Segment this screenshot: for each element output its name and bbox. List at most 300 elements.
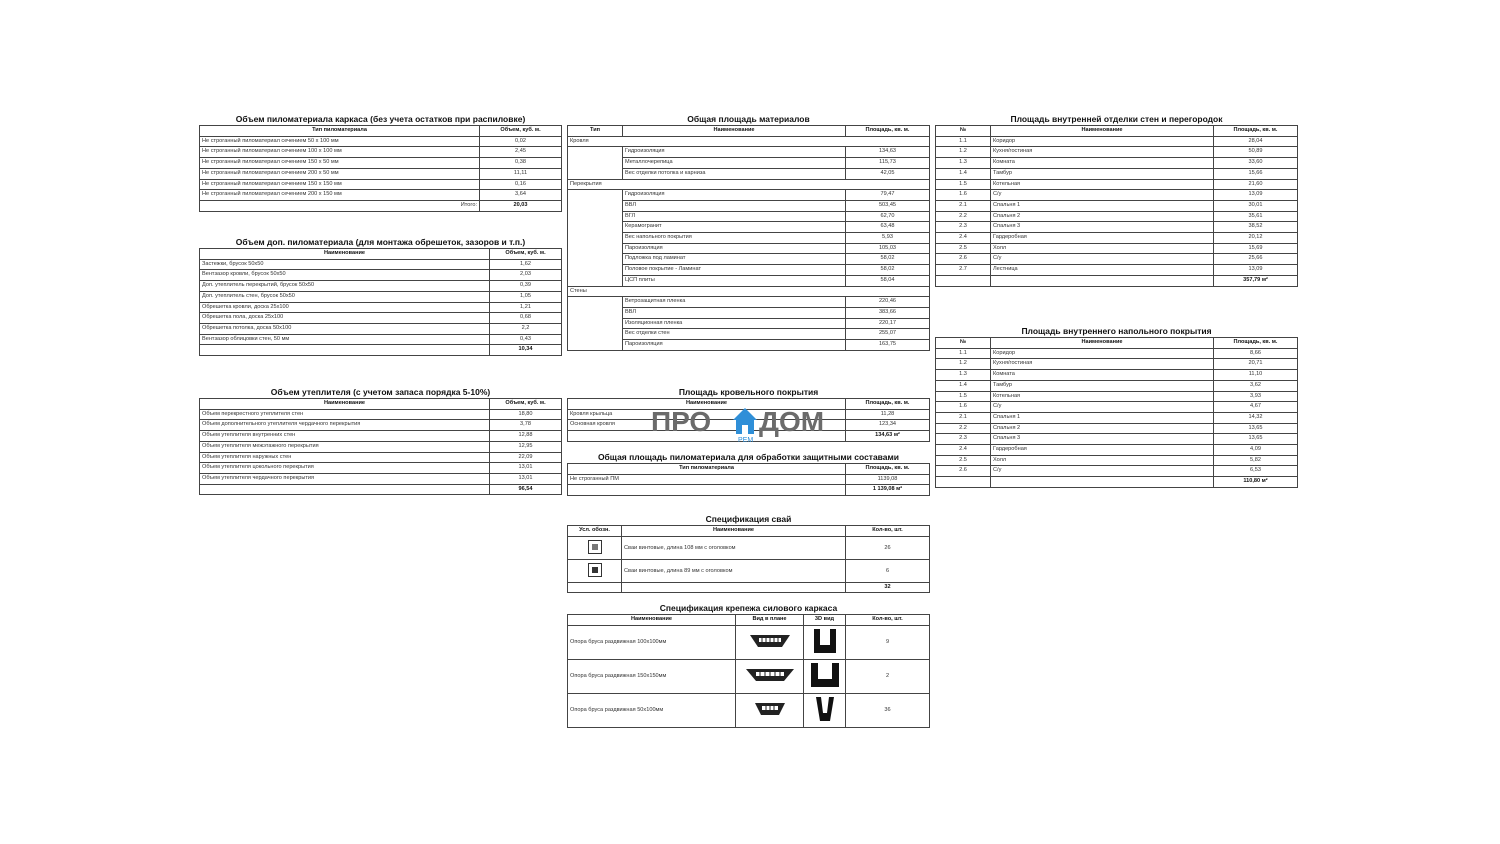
pile-symbol [568, 559, 622, 582]
cell-value: 13,01 [490, 463, 562, 474]
table-fasteners [567, 603, 930, 728]
table-row [936, 445, 1298, 456]
table-row [936, 233, 1298, 244]
cell-number: 1.3 [936, 370, 991, 381]
cell-name: С/у [991, 254, 1214, 265]
cell-number: 1.4 [936, 168, 991, 179]
cell-value: 5,82 [1214, 455, 1298, 466]
table-row [936, 254, 1298, 265]
cell-name: Сваи винтовые, длина 89 мм с оголовком [622, 559, 846, 582]
table-row [936, 434, 1298, 445]
pile-89-icon [588, 563, 602, 577]
cell-value: 220,17 [846, 318, 930, 329]
table-row [936, 190, 1298, 201]
total-label [200, 484, 490, 495]
cell-value: 0,38 [480, 158, 562, 169]
cell-value: 38,52 [1214, 222, 1298, 233]
cell-value: 18,80 [490, 409, 562, 420]
data-table [567, 463, 930, 496]
cell-number: 2.1 [936, 200, 991, 211]
cell-value: 3,62 [1214, 380, 1298, 391]
cell-name: С/у [991, 466, 1214, 477]
cell-value: 6,53 [1214, 466, 1298, 477]
logo-graphic [651, 404, 851, 444]
cell-name: Спальня 2 [991, 423, 1214, 434]
column-header: Кол-во, шт. [846, 526, 930, 537]
cell-name: Объем утеплителя внутренних стен [200, 431, 490, 442]
table-row [200, 158, 562, 169]
table-row [200, 270, 562, 281]
cell-value: 1,21 [490, 302, 562, 313]
cell-name: ВВЛ [623, 307, 846, 318]
total-row [936, 477, 1298, 488]
column-header: Тип пиломатериала [568, 464, 846, 475]
bracket-plan-icon [746, 668, 794, 682]
cell-name: Объем утеплителя чердачного перекрытия [200, 473, 490, 484]
table-title: Спецификация крепежа силового каркаса [659, 603, 838, 613]
group-spacer [568, 190, 623, 286]
cell-name: Гидроизоляция [623, 147, 846, 158]
cell-name: ВВЛ [623, 200, 846, 211]
cell-name: Обрешетка потолка, доска 50х100 [200, 323, 490, 334]
table-row [936, 412, 1298, 423]
table-row [200, 452, 562, 463]
3d-view-cell [804, 659, 846, 693]
cell-number: 1.5 [936, 179, 991, 190]
group-row [568, 136, 930, 147]
column-header: Вид в плане [736, 615, 804, 626]
table-row [200, 281, 562, 292]
total-value: 357,79 м² [1214, 275, 1298, 286]
total-value: 96,54 [490, 484, 562, 495]
data-table [199, 398, 562, 495]
table-row [936, 348, 1298, 359]
column-header: № [936, 338, 991, 349]
table-row [936, 147, 1298, 158]
cell-value: 13,09 [1214, 190, 1298, 201]
cell-value: 0,39 [490, 281, 562, 292]
cell-value: 1,62 [490, 259, 562, 270]
table-row [936, 265, 1298, 276]
table-row [568, 265, 930, 276]
table-row [568, 243, 930, 254]
bracket-3d-icon [809, 661, 841, 689]
cell-value: 50,89 [1214, 147, 1298, 158]
table-row [936, 168, 1298, 179]
column-header: Усл. обозн. [568, 526, 622, 537]
logo-subtext: РЕМ [738, 437, 754, 444]
cell-number: 1.6 [936, 190, 991, 201]
table-row [936, 179, 1298, 190]
cell-value: 9 [846, 625, 930, 659]
table-title: Объем утеплителя (с учетом запаса порядка 5-10%) [270, 387, 491, 397]
cell-number: 1.2 [936, 359, 991, 370]
cell-value: 58,02 [846, 254, 930, 265]
total-row [200, 345, 562, 356]
table-row [568, 329, 930, 340]
cell-name: Холл [991, 243, 1214, 254]
cell-name: Опора бруса раздвижная 100х100мм [568, 625, 736, 659]
column-header: Объем, куб. м. [490, 399, 562, 410]
cell-value: 58,02 [846, 265, 930, 276]
cell-value: 8,66 [1214, 348, 1298, 359]
table-row [200, 463, 562, 474]
total-label: Итого: [200, 200, 480, 211]
column-header: Площадь, кв. м. [846, 126, 930, 137]
cell-value: 0,68 [490, 313, 562, 324]
table-row [936, 370, 1298, 381]
column-header: Площадь, кв. м. [1214, 126, 1298, 137]
cell-name: Объем перекрестного утеплителя стен [200, 409, 490, 420]
cell-value: 12,88 [490, 431, 562, 442]
table-row [568, 168, 930, 179]
cell-name: Ветрозащитная пленка [623, 297, 846, 308]
cell-name: Пароизоляция [623, 340, 846, 351]
group-row [568, 179, 930, 190]
cell-name: Коридор [991, 136, 1214, 147]
cell-name: Объем утеплителя наружных стен [200, 452, 490, 463]
total-label [568, 485, 846, 496]
table-row [568, 693, 930, 727]
cell-name: Гидроизоляция [623, 190, 846, 201]
table-title: Площадь кровельного покрытия [678, 387, 819, 397]
cell-value: 220,46 [846, 297, 930, 308]
plan-view-cell [736, 659, 804, 693]
cell-name: С/у [991, 402, 1214, 413]
cell-name: Доп. утеплитель стен, брусок 50х50 [200, 291, 490, 302]
column-header: Наименование [568, 399, 846, 410]
cell-number: 2.2 [936, 423, 991, 434]
column-header: Площадь, кв. м. [1214, 338, 1298, 349]
table-row [936, 455, 1298, 466]
table-row [568, 211, 930, 222]
cell-value: 3,93 [1214, 391, 1298, 402]
cell-value: 255,07 [846, 329, 930, 340]
table-title: Спецификация свай [705, 514, 792, 524]
cell-number: 2.6 [936, 254, 991, 265]
cell-name: Объем утеплителя межэтажного перекрытия [200, 441, 490, 452]
cell-name: Спальня 1 [991, 200, 1214, 211]
cell-name: Спальня 1 [991, 412, 1214, 423]
table-row [200, 409, 562, 420]
cell-name: Не строганный пиломатериал сечением 200 х 50 мм [200, 168, 480, 179]
total-spacer [991, 275, 1214, 286]
table-wall-finish-area [935, 114, 1298, 287]
bracket-3d-icon [814, 695, 836, 723]
table-row [568, 559, 930, 582]
cell-name: ВГЛ [623, 211, 846, 222]
cell-name: С/у [991, 190, 1214, 201]
cell-name: Объем дополнительного утеплителя чердачного перекрытия [200, 420, 490, 431]
total-value: 1 139,08 м² [846, 485, 930, 496]
cell-value: 13,09 [1214, 265, 1298, 276]
prodom-logo [651, 404, 851, 444]
total-row [568, 582, 930, 593]
cell-name: Не строганный пиломатериал сечением 150 х 50 мм [200, 158, 480, 169]
cell-value: 11,11 [480, 168, 562, 179]
cell-name: Пароизоляция [623, 243, 846, 254]
table-row [936, 136, 1298, 147]
cell-value: 15,69 [1214, 243, 1298, 254]
column-header: Площадь, кв. м. [846, 464, 930, 475]
cell-value: 5,93 [846, 233, 930, 244]
table-row [568, 625, 930, 659]
cell-name: Комната [991, 370, 1214, 381]
3d-view-cell [804, 693, 846, 727]
cell-name: Спальня 3 [991, 434, 1214, 445]
table-row [568, 158, 930, 169]
table-row [568, 200, 930, 211]
table-title: Площадь внутренней отделки стен и перегородок [1010, 114, 1223, 124]
cell-number: 2.3 [936, 222, 991, 233]
table-row [200, 313, 562, 324]
cell-number: 1.1 [936, 136, 991, 147]
table-floor-covering-area [935, 326, 1298, 488]
cell-name: Гардеробная [991, 445, 1214, 456]
cell-value: 20,71 [1214, 359, 1298, 370]
cell-value: 11,28 [846, 409, 930, 420]
total-value: 32 [846, 582, 930, 593]
column-header: Наименование [200, 399, 490, 410]
column-header: № [936, 126, 991, 137]
cell-number: 2.3 [936, 434, 991, 445]
table-row [936, 200, 1298, 211]
column-header: 3D вид [804, 615, 846, 626]
cell-name: Объем утеплителя цокольного перекрытия [200, 463, 490, 474]
cell-name: Обрешетка пола, доска 25х100 [200, 313, 490, 324]
cell-value: 35,61 [1214, 211, 1298, 222]
cell-name: Не строганный пиломатериал сечением 50 х 100 мм [200, 136, 480, 147]
cell-name: Котельная [991, 391, 1214, 402]
table-row [936, 359, 1298, 370]
column-header: Тип пиломатериала [200, 126, 480, 137]
cell-name: Кухня/гостиная [991, 147, 1214, 158]
total-value: 20,03 [480, 200, 562, 211]
cell-name: Холл [991, 455, 1214, 466]
cell-name: Вес отделки потолка и карниза [623, 168, 846, 179]
table-piles [567, 514, 930, 593]
total-label [936, 477, 991, 488]
cell-name: Вентзазор облицовки стен, 50 мм [200, 334, 490, 345]
column-header: Объем, куб. м. [490, 249, 562, 260]
table-row [200, 334, 562, 345]
cell-value: 30,01 [1214, 200, 1298, 211]
cell-number: 2.4 [936, 233, 991, 244]
bracket-3d-icon [812, 627, 838, 655]
cell-name: Не строганный ПМ [568, 474, 846, 485]
cell-name: Опора бруса раздвижная 50х100мм [568, 693, 736, 727]
cell-value: 115,73 [846, 158, 930, 169]
cell-value: 3,64 [480, 190, 562, 201]
cell-name: Гардеробная [991, 233, 1214, 244]
cell-name: Основная кровля [568, 420, 846, 431]
table-row [568, 275, 930, 286]
cell-value: 123,34 [846, 420, 930, 431]
table-title: Объем доп. пиломатериала (для монтажа обрешеток, зазоров и т.п.) [235, 237, 526, 247]
cell-value: 11,10 [1214, 370, 1298, 381]
cell-value: 105,03 [846, 243, 930, 254]
cell-value: 1139,08 [846, 474, 930, 485]
cell-value: 134,63 [846, 147, 930, 158]
table-row [568, 147, 930, 158]
cell-name: Тамбур [991, 380, 1214, 391]
cell-number: 2.1 [936, 412, 991, 423]
cell-name: Спальня 3 [991, 222, 1214, 233]
table-row [200, 323, 562, 334]
pile-symbol [568, 536, 622, 559]
column-header: Объем, куб. м. [480, 126, 562, 137]
column-header: Наименование [991, 126, 1214, 137]
cell-value: 1,05 [490, 291, 562, 302]
cell-number: 1.5 [936, 391, 991, 402]
cell-value: 28,04 [1214, 136, 1298, 147]
cell-value: 63,48 [846, 222, 930, 233]
cell-name: Тамбур [991, 168, 1214, 179]
cell-value: 2,2 [490, 323, 562, 334]
total-spacer [622, 582, 846, 593]
group-spacer [568, 297, 623, 351]
cell-value: 33,60 [1214, 158, 1298, 169]
cell-name: Опора бруса раздвижная 150х150мм [568, 659, 736, 693]
cell-value: 383,66 [846, 307, 930, 318]
cell-number: 1.4 [936, 380, 991, 391]
cell-value: 2,45 [480, 147, 562, 158]
total-row [568, 485, 930, 496]
cell-name: Изоляционная пленка [623, 318, 846, 329]
cell-value: 4,09 [1214, 445, 1298, 456]
cell-value: 0,16 [480, 179, 562, 190]
cell-name: Комната [991, 158, 1214, 169]
cell-name: Лестница [991, 265, 1214, 276]
bracket-plan-icon [750, 634, 790, 648]
cell-number: 1.2 [936, 147, 991, 158]
column-header: Наименование [623, 126, 846, 137]
table-row [200, 420, 562, 431]
cell-name: Вентзазор кровли, брусок 50х50 [200, 270, 490, 281]
cell-value: 62,70 [846, 211, 930, 222]
cell-name: Сваи винтовые, длина 108 мм с оголовком [622, 536, 846, 559]
table-title: Объем пиломатериала каркаса (без учета остатков при распиловке) [235, 114, 526, 124]
table-row [200, 136, 562, 147]
table-row [568, 340, 930, 351]
logo-text-right: ДОМ [759, 406, 825, 437]
table-row [200, 431, 562, 442]
table-row [200, 168, 562, 179]
cell-name: Застежки, брусок 50х50 [200, 259, 490, 270]
group-spacer [568, 147, 623, 179]
column-header: Наименование [991, 338, 1214, 349]
cell-name: Подложка под ламинат [623, 254, 846, 265]
3d-view-cell [804, 625, 846, 659]
total-row [200, 484, 562, 495]
cell-value: 503,45 [846, 200, 930, 211]
table-row [568, 307, 930, 318]
plan-view-cell [736, 625, 804, 659]
cell-name: Половое покрытие - Ламинат [623, 265, 846, 276]
pile-108-icon [588, 540, 602, 554]
total-label [200, 345, 490, 356]
column-header: Наименование [622, 526, 846, 537]
total-label [568, 582, 622, 593]
total-value: 110,80 м² [1214, 477, 1298, 488]
cell-value: 26 [846, 536, 930, 559]
table-materials-area [567, 114, 930, 351]
table-row [200, 302, 562, 313]
table-row [200, 259, 562, 270]
table-row [200, 179, 562, 190]
column-header: Наименование [200, 249, 490, 260]
cell-value: 2 [846, 659, 930, 693]
table-row [568, 474, 930, 485]
table-row [200, 473, 562, 484]
cell-value: 21,60 [1214, 179, 1298, 190]
cell-number: 2.7 [936, 265, 991, 276]
table-insulation [199, 387, 562, 495]
cell-value: 22,09 [490, 452, 562, 463]
cell-number: 2.5 [936, 243, 991, 254]
total-row [200, 200, 562, 211]
cell-name: Спальня 2 [991, 211, 1214, 222]
table-row [200, 291, 562, 302]
table-row [568, 297, 930, 308]
cell-value: 13,01 [490, 473, 562, 484]
cell-value: 42,05 [846, 168, 930, 179]
cell-name: Кухня/гостиная [991, 359, 1214, 370]
cell-value: 15,66 [1214, 168, 1298, 179]
cell-name: ЦСП плиты [623, 275, 846, 286]
cell-number: 2.5 [936, 455, 991, 466]
plan-view-cell [736, 693, 804, 727]
table-row [936, 402, 1298, 413]
cell-number: 2.2 [936, 211, 991, 222]
table-row [200, 441, 562, 452]
data-table [935, 337, 1298, 488]
table-frame-timber-volume [199, 114, 562, 212]
cell-value: 4,67 [1214, 402, 1298, 413]
table-row [200, 147, 562, 158]
cell-value: 13,65 [1214, 423, 1298, 434]
table-row [936, 423, 1298, 434]
table-row [936, 466, 1298, 477]
data-table [567, 614, 930, 728]
cell-number: 1.6 [936, 402, 991, 413]
cell-name: Доп. утеплитель перекрытий, брусок 50х50 [200, 281, 490, 292]
total-value: 134,63 м² [846, 431, 930, 442]
cell-value: 0,43 [490, 334, 562, 345]
data-table [935, 125, 1298, 287]
table-row [936, 158, 1298, 169]
table-row [936, 211, 1298, 222]
cell-name: Вес отделки стен [623, 329, 846, 340]
table-extra-timber [199, 237, 562, 356]
cell-number: 2.6 [936, 466, 991, 477]
house-door [742, 425, 748, 434]
table-treatment-area [567, 452, 930, 496]
column-header: Площадь, кв. м. [846, 399, 930, 410]
cell-value: 13,65 [1214, 434, 1298, 445]
cell-value: 6 [846, 559, 930, 582]
table-title: Общая площадь пиломатериала для обработки защитными составами [597, 452, 900, 462]
table-row [936, 391, 1298, 402]
cell-value: 12,95 [490, 441, 562, 452]
cell-name: Вес напольного покрытия [623, 233, 846, 244]
column-header: Наименование [568, 615, 736, 626]
table-row [568, 318, 930, 329]
data-table [567, 525, 930, 593]
cell-value: 163,75 [846, 340, 930, 351]
table-row [568, 254, 930, 265]
data-table [567, 125, 930, 351]
